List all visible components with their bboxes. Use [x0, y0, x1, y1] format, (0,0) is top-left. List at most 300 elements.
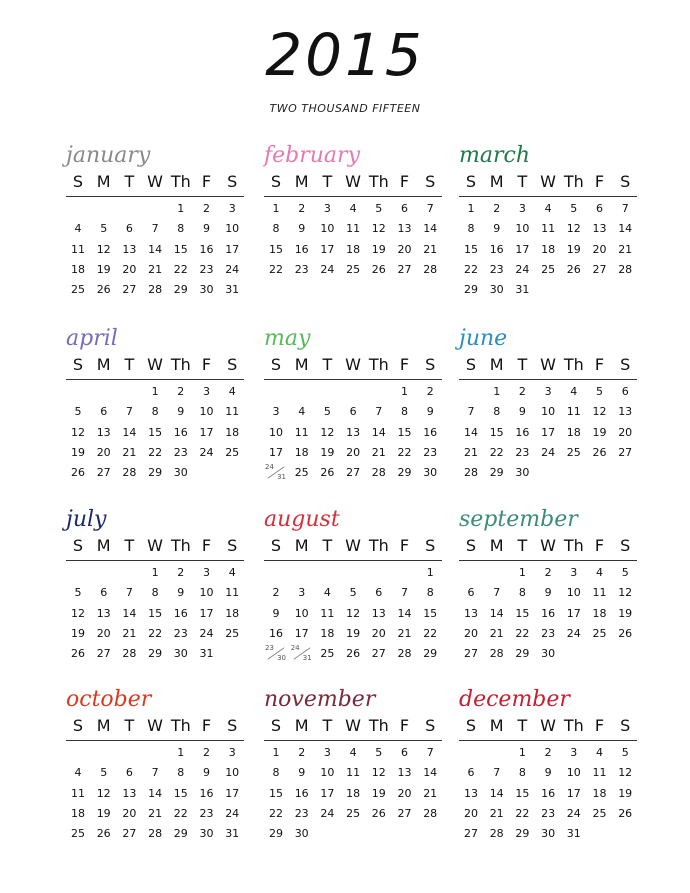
- day-number: 16: [173, 606, 188, 620]
- day-number: 21: [489, 626, 504, 640]
- day-number: 1: [493, 385, 501, 398]
- day-number: 6: [100, 586, 108, 600]
- day-number: 12: [566, 222, 581, 236]
- day-number: 24: [566, 806, 581, 820]
- weekday-header: [459, 172, 649, 192]
- weekday-label: M: [489, 716, 504, 735]
- day-number: 27: [464, 827, 478, 841]
- day-number: 29: [464, 283, 478, 297]
- day-number: 14: [489, 606, 504, 620]
- day-number: 10: [320, 222, 335, 236]
- day-number: 10: [566, 766, 581, 780]
- day-number: 27: [346, 466, 361, 480]
- day-number: 13: [346, 425, 361, 439]
- day-number: 19: [71, 626, 85, 640]
- day-number: 22: [173, 262, 188, 276]
- day-number: 9: [203, 222, 210, 236]
- weekday-label: S: [227, 355, 238, 374]
- weekday-label: W: [540, 172, 556, 191]
- day-number: 8: [177, 222, 185, 236]
- weekday-label: M: [96, 355, 111, 374]
- day-number: 3: [203, 385, 210, 398]
- day-number: 28: [371, 466, 386, 480]
- day-number: 4: [570, 385, 578, 398]
- day-number: 2: [272, 586, 280, 600]
- weekday-header: [264, 172, 454, 192]
- header-rule: [66, 379, 244, 380]
- day-number: 16: [489, 242, 504, 256]
- day-number: 25: [225, 626, 240, 640]
- weekday-label: F: [399, 536, 410, 555]
- day-number: 8: [177, 766, 185, 780]
- day-number: 15: [423, 606, 438, 620]
- day-number: 16: [269, 626, 283, 640]
- weekday-label: S: [620, 716, 631, 735]
- day-number: 4: [544, 202, 552, 215]
- weekday-label: M: [294, 716, 309, 735]
- weekday-label: W: [345, 716, 361, 735]
- day-number: 1: [426, 566, 434, 579]
- day-number: 18: [320, 626, 335, 640]
- day-number: 2: [177, 566, 185, 579]
- weekday-label: Th: [368, 536, 389, 555]
- day-number: 19: [618, 786, 633, 800]
- weekday-label: M: [489, 355, 504, 374]
- day-number: 18: [225, 606, 240, 620]
- weekday-label: S: [620, 536, 631, 555]
- day-number: 11: [225, 586, 240, 600]
- weekday-header: [264, 536, 454, 556]
- weekday-label: W: [147, 716, 163, 735]
- day-number: 29: [148, 466, 163, 480]
- header-rule: [66, 740, 244, 741]
- day-number: 1: [401, 385, 408, 398]
- day-number: 15: [464, 242, 478, 256]
- day-number: 2: [203, 746, 210, 759]
- weekday-label: F: [201, 355, 212, 374]
- day-number: 10: [225, 766, 240, 780]
- day-number: 9: [518, 405, 526, 419]
- day-number: 6: [467, 586, 475, 600]
- day-number: 3: [323, 746, 331, 759]
- header-rule: [264, 740, 442, 741]
- day-number: 2: [518, 385, 526, 398]
- weekday-label: M: [294, 172, 309, 191]
- day-number: 11: [225, 405, 240, 419]
- day-number: 28: [489, 827, 504, 841]
- day-number: 26: [592, 445, 607, 459]
- day-number: 14: [397, 606, 412, 620]
- day-number: 15: [269, 242, 283, 256]
- day-number: 28: [122, 647, 137, 661]
- day-number: 4: [596, 746, 603, 759]
- day-number: 16: [541, 606, 556, 620]
- day-number: 18: [71, 262, 85, 276]
- day-number: 31: [515, 283, 530, 297]
- day-number: 6: [401, 746, 408, 759]
- day-number: 24: [566, 626, 581, 640]
- day-number: 9: [177, 586, 185, 600]
- day-number: 20: [464, 626, 478, 640]
- day-number: 6: [100, 405, 108, 419]
- day-number: 26: [96, 827, 111, 841]
- day-number: 16: [515, 425, 530, 439]
- weekday-label: S: [72, 716, 84, 735]
- day-number: 24: [199, 626, 214, 640]
- weekday-label: F: [399, 172, 410, 191]
- day-number: 1: [518, 566, 526, 579]
- day-number: 23: [541, 806, 556, 820]
- day-number: 28: [148, 827, 163, 841]
- day-number: 10: [566, 586, 581, 600]
- day-number: 9: [544, 586, 552, 600]
- day-number: 2: [544, 746, 552, 759]
- day-number: 14: [464, 425, 478, 439]
- day-number: 12: [371, 222, 386, 236]
- day-number: 29: [515, 647, 530, 661]
- day-number: 21: [423, 242, 438, 256]
- day-number: 5: [375, 746, 383, 759]
- day-number: 6: [125, 766, 133, 780]
- weekday-label: W: [147, 172, 163, 191]
- day-number: 19: [96, 262, 111, 276]
- day-number: 7: [125, 586, 133, 600]
- month-october: [66, 686, 256, 861]
- day-number: 22: [423, 626, 438, 640]
- weekday-label: M: [294, 355, 309, 374]
- day-number: 23: [173, 626, 188, 640]
- day-number: 28: [122, 466, 137, 480]
- day-number: 11: [346, 766, 361, 780]
- header-rule: [66, 560, 244, 561]
- day-number: 7: [493, 766, 501, 780]
- day-number: 29: [489, 466, 504, 480]
- weekday-label: S: [72, 355, 84, 374]
- day-number: 12: [618, 586, 633, 600]
- day-number: 22: [464, 262, 478, 276]
- day-number: 28: [397, 647, 412, 661]
- day-number: 3: [518, 202, 526, 215]
- day-number: 30: [541, 647, 556, 661]
- day-number: 28: [423, 806, 438, 820]
- day-number: 14: [122, 606, 137, 620]
- day-number: 13: [96, 425, 111, 439]
- weekday-label: M: [489, 172, 504, 191]
- day-number: 15: [397, 425, 412, 439]
- day-number: 1: [177, 746, 185, 759]
- day-number: 19: [618, 606, 633, 620]
- day-number: 8: [426, 586, 434, 600]
- day-number: 27: [122, 827, 137, 841]
- day-number: 13: [122, 786, 137, 800]
- day-number: 4: [349, 746, 357, 759]
- day-number: 29: [173, 283, 188, 297]
- day-number: 8: [272, 222, 280, 236]
- day-number: 1: [272, 202, 280, 215]
- day-number: 22: [515, 626, 530, 640]
- day-number: 28: [464, 466, 478, 480]
- day-number: 27: [618, 445, 633, 459]
- day-number: 8: [518, 586, 526, 600]
- month-name: june: [459, 326, 508, 351]
- month-name: april: [66, 326, 118, 351]
- day-number: 18: [294, 445, 309, 459]
- weekday-label: S: [465, 355, 477, 374]
- day-number: 19: [96, 806, 111, 820]
- weekday-label: W: [147, 536, 163, 555]
- day-number: 18: [566, 425, 581, 439]
- day-number: 25: [225, 445, 240, 459]
- day-number: 20: [397, 786, 412, 800]
- day-number: 20: [122, 806, 137, 820]
- weekday-label: S: [465, 172, 477, 191]
- month-february: [264, 142, 454, 317]
- day-number: 12: [592, 405, 607, 419]
- day-number: 17: [566, 606, 581, 620]
- day-number: 27: [592, 262, 607, 276]
- day-number: 11: [592, 766, 607, 780]
- day-number: 1: [151, 385, 159, 398]
- day-number: 22: [269, 262, 283, 276]
- day-number: 8: [493, 405, 501, 419]
- weekday-label: Th: [368, 716, 389, 735]
- day-number: 14: [423, 766, 438, 780]
- month-november: [264, 686, 454, 861]
- day-number: 23: [294, 262, 309, 276]
- day-number: 18: [592, 606, 607, 620]
- day-number: 17: [225, 786, 240, 800]
- day-number: 18: [346, 786, 361, 800]
- day-number: 14: [148, 786, 163, 800]
- weekday-header: [66, 536, 256, 556]
- header-rule: [66, 196, 244, 197]
- day-number: 10: [320, 766, 335, 780]
- day-number: 19: [371, 242, 386, 256]
- weekday-label: T: [124, 172, 135, 191]
- day-number: 16: [423, 425, 438, 439]
- weekday-header: [459, 355, 649, 375]
- weekday-label: Th: [563, 536, 584, 555]
- day-number: 4: [228, 385, 236, 398]
- day-number: 3: [544, 385, 552, 398]
- day-number: 12: [346, 606, 361, 620]
- weekday-label: T: [322, 536, 333, 555]
- weekday-label: S: [270, 536, 282, 555]
- weekday-label: M: [489, 536, 504, 555]
- day-number: 30: [199, 283, 214, 297]
- day-number: 31: [302, 654, 312, 663]
- day-number: 13: [592, 222, 607, 236]
- day-number: 27: [397, 262, 412, 276]
- weekday-label: F: [399, 355, 410, 374]
- day-number: 9: [272, 606, 280, 620]
- day-number: 17: [199, 425, 214, 439]
- day-number: 31: [277, 473, 286, 482]
- day-number: 12: [96, 786, 111, 800]
- day-number: 25: [592, 626, 607, 640]
- day-number: 2: [298, 746, 306, 759]
- weekday-label: F: [399, 716, 410, 735]
- day-number: 2: [493, 202, 501, 215]
- day-number: 30: [173, 466, 188, 480]
- day-number: 20: [346, 445, 361, 459]
- weekday-label: S: [465, 536, 477, 555]
- header-rule: [459, 740, 637, 741]
- weekday-label: Th: [170, 536, 191, 555]
- weekday-header: [66, 355, 256, 375]
- day-number: 22: [489, 445, 504, 459]
- weekday-label: T: [517, 355, 528, 374]
- day-number: 16: [199, 786, 214, 800]
- day-number: 23: [199, 262, 214, 276]
- day-number: 11: [71, 242, 85, 256]
- day-number: 9: [298, 766, 306, 780]
- weekday-label: T: [517, 172, 528, 191]
- day-number: 20: [397, 242, 412, 256]
- day-number: 6: [596, 202, 603, 215]
- weekday-label: F: [201, 716, 212, 735]
- day-number: 21: [423, 786, 438, 800]
- day-number: 1: [272, 746, 280, 759]
- weekday-label: Th: [170, 716, 191, 735]
- month-name: july: [66, 507, 107, 532]
- day-number: 3: [272, 405, 280, 419]
- day-number: 12: [71, 606, 85, 620]
- day-number: 9: [298, 222, 306, 236]
- day-number: 29: [515, 827, 530, 841]
- weekday-header: [66, 172, 256, 192]
- day-number: 21: [148, 262, 163, 276]
- month-name: december: [459, 687, 570, 712]
- day-number: 11: [566, 405, 581, 419]
- day-number: 2: [426, 385, 434, 398]
- weekday-label: Th: [170, 172, 191, 191]
- day-number: 20: [96, 626, 111, 640]
- day-number: 22: [515, 806, 530, 820]
- day-number: 7: [426, 746, 434, 759]
- weekday-label: S: [425, 716, 436, 735]
- weekday-header: [459, 536, 649, 556]
- day-number: 21: [122, 445, 137, 459]
- weekday-header: [66, 716, 256, 736]
- day-number: 25: [294, 466, 309, 480]
- weekday-label: F: [594, 172, 605, 191]
- day-number: 29: [423, 647, 438, 661]
- day-number: 12: [371, 766, 386, 780]
- day-number: 17: [541, 425, 556, 439]
- day-number: 23: [265, 644, 274, 653]
- weekday-label: Th: [563, 716, 584, 735]
- day-number: 12: [320, 425, 335, 439]
- year-title: 2015: [265, 21, 425, 89]
- day-number: 23: [541, 626, 556, 640]
- day-number: 9: [544, 766, 552, 780]
- day-number: 27: [464, 647, 478, 661]
- day-number: 17: [566, 786, 581, 800]
- day-number: 10: [269, 425, 283, 439]
- day-number: 23: [423, 445, 438, 459]
- day-number: 22: [148, 445, 163, 459]
- day-number: 30: [199, 827, 214, 841]
- day-number: 23: [173, 445, 188, 459]
- day-number: 24: [320, 806, 335, 820]
- day-number: 25: [541, 262, 556, 276]
- day-number: 15: [269, 786, 283, 800]
- day-number: 20: [464, 806, 478, 820]
- day-number: 7: [426, 202, 434, 215]
- day-number: 15: [515, 786, 530, 800]
- weekday-label: S: [270, 355, 282, 374]
- day-number: 20: [618, 425, 633, 439]
- day-number: 14: [489, 786, 504, 800]
- day-number: 3: [570, 566, 578, 579]
- day-number: 28: [618, 262, 633, 276]
- day-number: 21: [489, 806, 504, 820]
- day-number: 10: [225, 222, 240, 236]
- day-number: 5: [100, 222, 108, 236]
- header-rule: [264, 196, 442, 197]
- day-number: 5: [349, 586, 357, 600]
- day-number: 2: [203, 202, 210, 215]
- day-number: 16: [173, 425, 188, 439]
- day-number: 26: [618, 626, 633, 640]
- day-number: 4: [596, 566, 603, 579]
- day-number: 5: [74, 586, 82, 600]
- day-number: 13: [618, 405, 633, 419]
- day-number: 27: [96, 647, 111, 661]
- day-number: 21: [371, 445, 386, 459]
- weekday-label: T: [322, 172, 333, 191]
- day-number: 8: [151, 405, 159, 419]
- day-number: 7: [151, 766, 159, 780]
- day-number: 5: [100, 766, 108, 780]
- day-number: 27: [122, 283, 137, 297]
- day-number: 4: [349, 202, 357, 215]
- day-number: 13: [397, 222, 412, 236]
- day-number: 30: [541, 827, 556, 841]
- split-day-cell: [264, 463, 288, 483]
- day-number: 26: [566, 262, 581, 276]
- day-number: 31: [225, 827, 240, 841]
- month-march: [459, 142, 649, 317]
- day-number: 23: [199, 806, 214, 820]
- day-number: 1: [518, 746, 526, 759]
- day-number: 6: [401, 202, 408, 215]
- day-number: 5: [621, 566, 629, 579]
- day-number: 3: [203, 566, 210, 579]
- weekday-label: F: [594, 536, 605, 555]
- day-number: 30: [277, 654, 286, 663]
- day-number: 18: [225, 425, 240, 439]
- day-number: 23: [515, 445, 530, 459]
- weekday-label: F: [201, 172, 212, 191]
- weekday-label: Th: [563, 172, 584, 191]
- day-number: 4: [74, 766, 82, 780]
- month-name: february: [264, 143, 360, 168]
- day-number: 17: [515, 242, 530, 256]
- day-number: 25: [346, 262, 361, 276]
- day-number: 14: [122, 425, 137, 439]
- day-number: 25: [71, 827, 85, 841]
- day-number: 19: [346, 626, 361, 640]
- weekday-label: T: [517, 716, 528, 735]
- weekday-label: M: [96, 172, 111, 191]
- weekday-label: S: [227, 172, 238, 191]
- day-number: 15: [173, 242, 188, 256]
- day-number: 2: [544, 566, 552, 579]
- day-number: 11: [320, 606, 335, 620]
- day-number: 30: [173, 647, 188, 661]
